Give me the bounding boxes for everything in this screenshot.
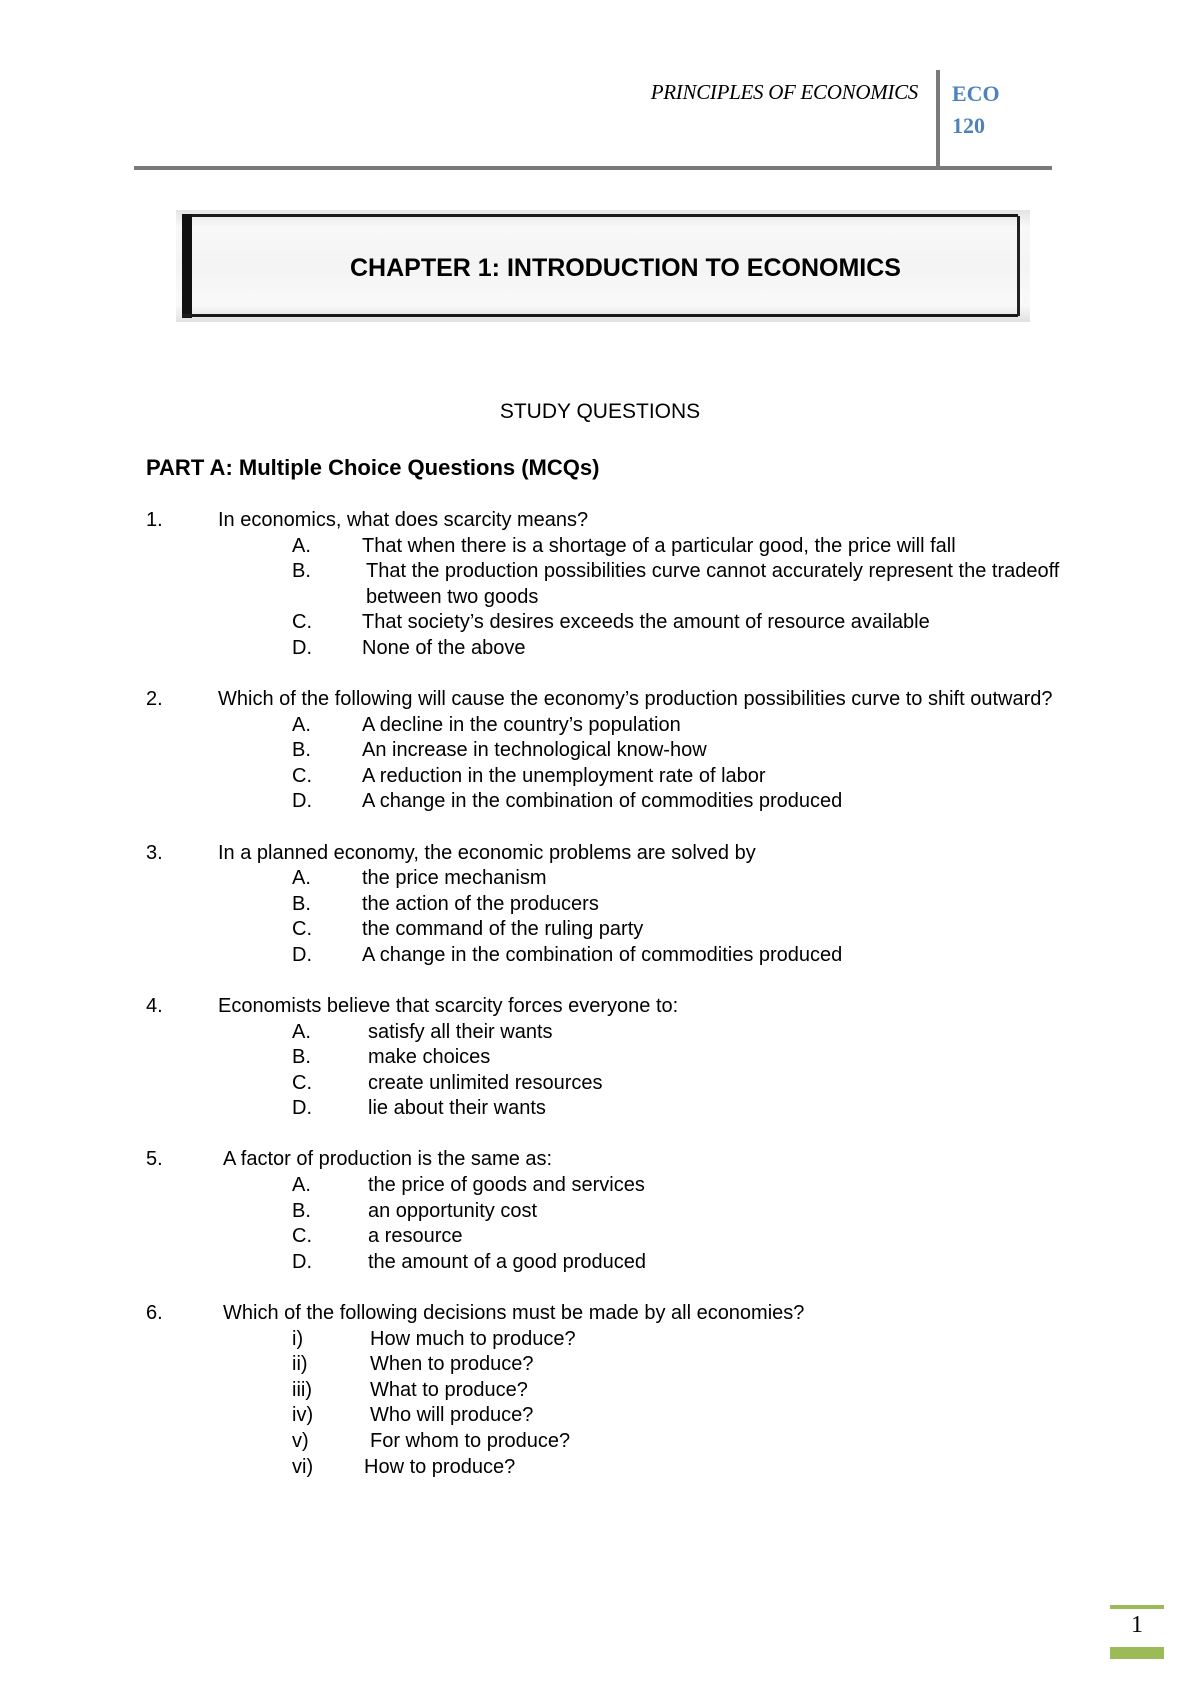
option-label: B. [292, 1046, 311, 1069]
course-code [952, 78, 1000, 142]
option-label: B. [292, 1199, 311, 1222]
option-text: the action of the producers [362, 892, 599, 915]
answer-option [292, 1199, 1066, 1225]
option-text: A reduction in the unemployment rate of labor [362, 764, 766, 787]
banner-border-left [182, 214, 192, 318]
option-text: make choices [368, 1046, 491, 1069]
part-title: PART A: Multiple Choice Questions (MCQs) [146, 455, 600, 480]
chapter-banner [176, 210, 1030, 322]
answer-option [292, 1327, 1066, 1353]
option-text: satisfy all their wants [368, 1020, 553, 1043]
option-label: A. [292, 534, 311, 557]
option-text: A change in the combination of commodities produced [362, 943, 843, 966]
banner-border-top [182, 214, 1018, 217]
option-text: the price of goods and services [368, 1174, 645, 1197]
question-4 [146, 994, 1066, 1122]
option-text: lie about their wants [368, 1097, 546, 1120]
answer-option [292, 1378, 1066, 1404]
option-text: A change in the combination of commodities produced [362, 790, 843, 813]
option-label: C. [292, 611, 312, 634]
course-code-line1: ECO [952, 81, 1000, 106]
answer-option [292, 917, 1066, 943]
banner-border-bottom [182, 314, 1018, 317]
chapter-title: CHAPTER 1: INTRODUCTION TO ECONOMICS [350, 254, 901, 282]
question-number: 1. [146, 509, 163, 531]
question-text: Economists believe that scarcity forces everyone to: [218, 995, 679, 1017]
option-text: How to produce? [364, 1455, 516, 1478]
question-2 [146, 687, 1066, 815]
option-label: ii) [292, 1353, 308, 1376]
option-label: B. [292, 560, 311, 583]
answer-option [292, 1071, 1066, 1097]
option-label: D. [292, 636, 312, 659]
answer-option [292, 1020, 1066, 1046]
answer-option [292, 866, 1066, 892]
option-text: an opportunity cost [368, 1199, 537, 1222]
option-text: That when there is a shortage of a particular good, the price will fall [362, 534, 956, 557]
answer-option [292, 1352, 1066, 1378]
question-text: In economics, what does scarcity means? [218, 509, 589, 531]
question-text: Which of the following decisions must be made by all economies? [223, 1301, 805, 1324]
question-number: 3. [146, 841, 163, 864]
option-text: That the production possibilities curve cannot accurately represent the tradeoff between two goods [366, 560, 1060, 608]
option-text: the price mechanism [362, 867, 547, 890]
answer-option [292, 1173, 1066, 1199]
option-text: a resource [368, 1225, 463, 1248]
option-text: How much to produce? [370, 1327, 576, 1350]
answer-option [292, 1096, 1066, 1122]
option-text: When to produce? [370, 1353, 534, 1376]
question-number: 4. [146, 995, 163, 1017]
question-text: Which of the following will cause the economy’s production possibilities curve to shift outward? [218, 688, 1053, 711]
option-label: i) [292, 1327, 304, 1350]
option-label: v) [292, 1429, 309, 1452]
option-label: C. [292, 764, 312, 787]
option-label: iii) [292, 1378, 312, 1401]
option-label: vi) [292, 1455, 314, 1478]
question-number: 2. [146, 688, 163, 711]
header-divider-vertical [936, 70, 940, 168]
answer-option [292, 713, 1066, 739]
option-label: A. [292, 713, 311, 736]
option-label: C. [292, 918, 312, 941]
answer-option [292, 636, 1066, 662]
question-5 [146, 1147, 1066, 1275]
option-text: That society’s desires exceeds the amount of resource available [362, 611, 930, 634]
option-text: A decline in the country’s population [362, 713, 681, 736]
answer-option [292, 1455, 1066, 1481]
option-label: D. [292, 943, 312, 966]
answer-option [292, 764, 1066, 790]
answer-option [292, 1429, 1066, 1455]
answer-option [292, 1224, 1066, 1250]
answer-option [292, 534, 1066, 560]
option-label: C. [292, 1225, 312, 1248]
question-text: In a planned economy, the economic problems are solved by [218, 841, 756, 864]
answer-option [292, 789, 1066, 815]
course-title: PRINCIPLES OF ECONOMICS [650, 80, 918, 104]
option-label: A. [292, 1020, 311, 1043]
banner-border-right [1017, 216, 1020, 316]
option-text: An increase in technological know-how [362, 739, 707, 762]
question-number: 6. [146, 1301, 163, 1324]
option-label: B. [292, 892, 311, 915]
answer-option [292, 1045, 1066, 1071]
option-label: D. [292, 1250, 312, 1273]
option-text: the command of the ruling party [362, 918, 644, 941]
section-title: STUDY QUESTIONS [499, 400, 701, 423]
page-number-top-bar [1110, 1605, 1164, 1609]
option-text: Who will produce? [370, 1404, 534, 1427]
option-text: What to produce? [370, 1378, 528, 1401]
question-6 [146, 1301, 1066, 1480]
option-label: D. [292, 790, 312, 813]
answer-option [292, 943, 1066, 969]
answer-option [292, 1403, 1066, 1429]
page-number-bottom-bar [1110, 1647, 1164, 1659]
question-3 [146, 841, 1066, 969]
option-label: C. [292, 1071, 312, 1094]
option-label: D. [292, 1097, 312, 1120]
page-number: 1 [1131, 1612, 1143, 1638]
option-label: A. [292, 867, 311, 890]
question-text: A factor of production is the same as: [223, 1148, 553, 1171]
option-label: B. [292, 739, 311, 762]
course-code-line2: 120 [952, 113, 985, 138]
option-text: create unlimited resources [368, 1071, 603, 1094]
option-label: A. [292, 1174, 311, 1197]
answer-option [292, 892, 1066, 918]
answer-option [292, 610, 1066, 636]
answer-option [292, 738, 1066, 764]
answer-option [292, 1250, 1066, 1276]
header-divider-horizontal [134, 166, 1052, 170]
option-text: the amount of a good produced [368, 1250, 646, 1273]
question-list [146, 508, 1066, 1506]
option-text: For whom to produce? [370, 1429, 571, 1452]
option-label: iv) [292, 1404, 314, 1427]
answer-option [292, 559, 1066, 610]
question-number: 5. [146, 1148, 163, 1171]
question-1 [146, 508, 1066, 662]
option-text: None of the above [362, 636, 526, 659]
